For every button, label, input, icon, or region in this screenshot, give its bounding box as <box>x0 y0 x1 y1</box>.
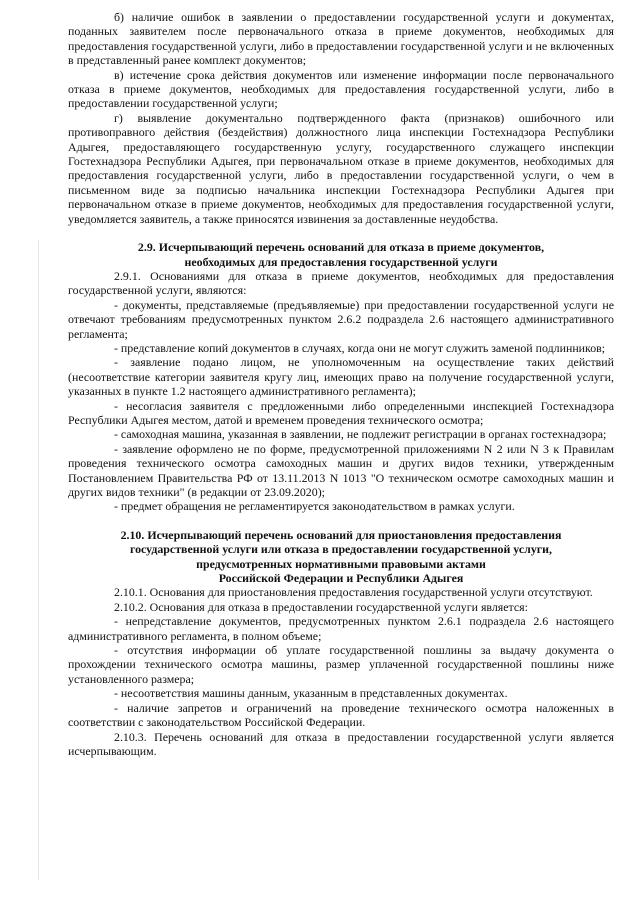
section-2-10-heading-line3: предусмотренных нормативными правовыми актами <box>196 556 486 571</box>
section-2-10-heading-line2: государственной услуги или отказа в предоставлении государственной услуги, <box>129 542 553 557</box>
paragraph-v: в) истечение срока действия документов или изменение информации после первоначального отказа в приеме документов, необходимых для предоставления государственной услуги, либо в предоставлении государственной услуги; <box>68 67 614 111</box>
section-2-10-paragraph: 2.10.2. Основания для отказа в предоставлении государственной услуги является: <box>114 599 528 614</box>
section-2-9-list-item: - документы, представляемые (предъявляемые) при предоставлении государственной услуги не отвечают требованиям предусмотренных пунктом 2.6.2 подраздела 2.6 настоящего административного регламента; <box>68 297 614 341</box>
section-2-9-list-item: - предмет обращения не регламентируется законодательством в рамках услуги. <box>114 499 515 514</box>
section-2-9-heading <box>68 240 614 269</box>
section-2-9-paragraph: 2.9.1. Основаниями для отказа в приеме документов, необходимых для предоставления государственной услуги, являются: <box>68 268 614 298</box>
section-2-10-heading <box>68 528 614 586</box>
section-2-10-list-item: - наличие запретов и ограничений на проведение технического осмотра наложенных в соответствии с законодательством Российской Федерации. <box>68 700 614 730</box>
section-2-10-heading-line4: Российской Федерации и Республики Адыгея <box>218 571 464 586</box>
section-2-9-list-item: - несогласия заявителя с предложенными либо определенными инспекцией Гостехнадзора Республики Адыгея местом, датой и временем проведения технического осмотра; <box>68 398 614 427</box>
section-2-10-body <box>68 585 614 758</box>
section-2-9-list-item: - самоходная машина, указанная в заявлении, не подлежит регистрации в органах гостехнадзора; <box>114 427 607 442</box>
section-2-10-paragraph: 2.10.3. Перечень оснований для отказа в предоставлении государственной услуги является исчерпывающим. <box>68 729 614 758</box>
section-2-9-list-item: - представление копий документов в случаях, когда они не могут служить заменой подлинников; <box>114 340 606 355</box>
section-2-9-heading-line1: 2.9. Исчерпывающий перечень оснований для отказа в приеме документов, <box>137 240 545 255</box>
section-2-9-heading-line2: необходимых для предоставления государственной услуги <box>184 254 498 269</box>
section-2-9-body <box>68 269 614 514</box>
section-2-10-list-item: - несоответствия машины данным, указанным в представленных документах. <box>114 686 508 701</box>
document-page <box>68 10 614 758</box>
paragraph-b: б) наличие ошибок в заявлении о предоставлении государственной услуги и документах, поданных заявителем после первоначального отказа в приеме документов, необходимых для предоставления государственной услуги, либо в предоставлении государственной услуги и не включенных в представленный ранее комплект документов; <box>68 10 614 68</box>
spacer <box>68 514 614 528</box>
paragraph-g: г) выявление документально подтвержденного факта (признаков) ошибочного или противоправного действия (бездействия) должностного лица инспекции Гостехнадзора Республики Адыгея, предоставляющего государственную услугу, государственного служащего инспекции Гостехнадзора Республики Адыгея, при первоначальном отказе в приеме документов, необходимых для предоставления государственной услуги, либо в предоставлении государственной услуги, о чем в письменном виде за подписью начальника инспекции Гостехнадзора Республики Адыгея при первоначальном отказе в приеме документов, необходимых для предоставления государственной услуги, уведомляется заявитель, а также приносятся извинения за доставленные неудобства. <box>68 110 614 226</box>
section-2-9-list-item: - заявление оформлено не по форме, предусмотренной приложениями N 2 или N 3 к Правилам проведения технического осмотра самоходных машин и других видов техники, утвержденным Постановлением Правительства РФ от 13.11.2013 N 1013 "О техническом осмотре самоходных машин и других видов техники" (в редакции от 23.09.2020); <box>68 441 614 499</box>
section-2-9-list-item: - заявление подано лицом, не уполномоченным на осуществление таких действий (несоответствие категории заявителя кругу лиц, имеющих право на получение государственной услуги, указанных в пункте 1.2 настоящего административного регламента); <box>68 355 614 399</box>
section-2-10-list-item: - непредставление документов, предусмотренных пунктом 2.6.1 подраздела 2.6 настоящего административного регламента, в полном объеме; <box>68 614 614 643</box>
scan-edge-line <box>38 240 39 880</box>
section-2-10-heading-line1: 2.10. Исчерпывающий перечень оснований для приостановления предоставления <box>120 527 562 542</box>
section-2-10-paragraph: 2.10.1. Основания для приостановления предоставления государственной услуги отсутствуют. <box>114 585 593 600</box>
section-2-10-list-item: - отсутствия информации об уплате государственной пошлины за выдачу документа о прохождении технического осмотра машины, размер уплаченной государственной пошлины ниже установленного размера; <box>68 643 614 686</box>
spacer <box>68 226 614 240</box>
